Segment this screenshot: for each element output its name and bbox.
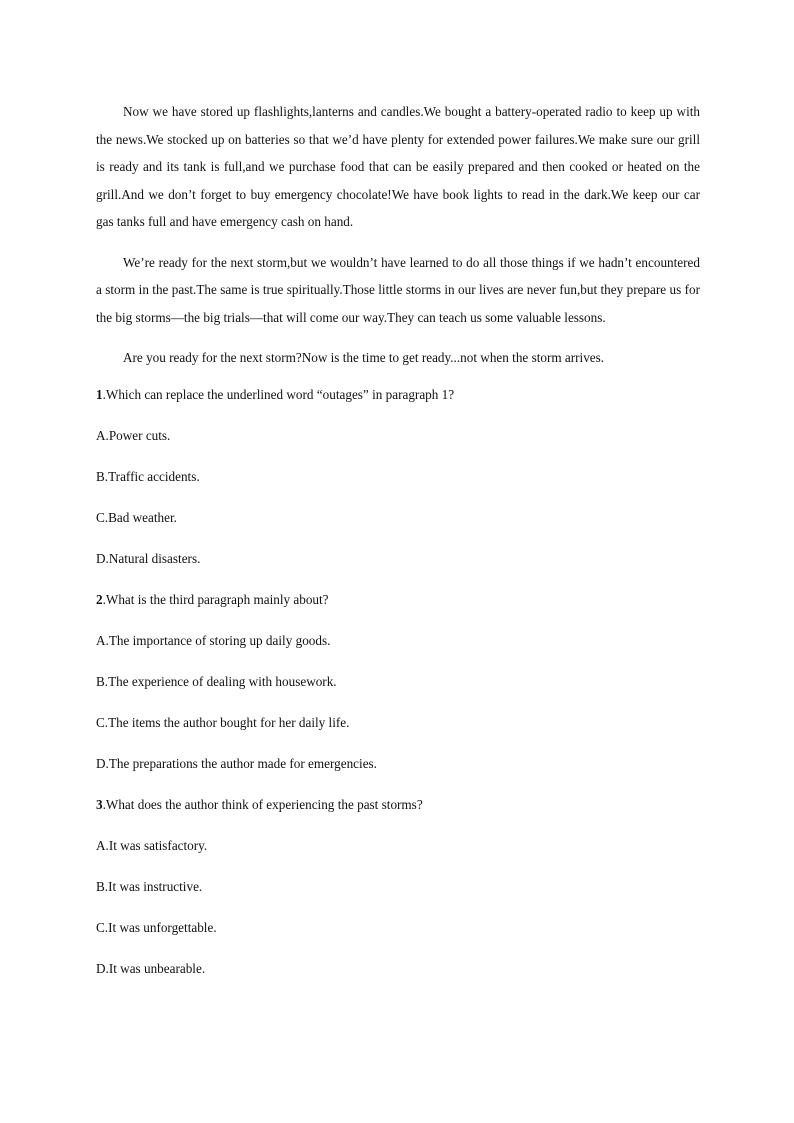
option-c: C.It was unforgettable. xyxy=(96,919,217,935)
question-text: .What is the third paragraph mainly about? xyxy=(102,591,329,607)
option-d: D.The preparations the author made for emergencies. xyxy=(96,755,377,771)
document-page xyxy=(96,98,700,1000)
question-text: .Which can replace the underlined word “outages” in paragraph 1? xyxy=(102,386,455,402)
passage-paragraph-2: We’re ready for the next storm,but we wouldn’t have learned to do all those things if we hadn’t encountered a storm in the past.The same is true spiritually.Those little storms in our lives are never fun,but they prepare us for the big storms—the big trials—that will come our way.They can teach us some valuable lessons. xyxy=(96,254,700,325)
option-a: A.Power cuts. xyxy=(96,427,171,443)
question-stem xyxy=(96,590,700,610)
option-b: B.Traffic accidents. xyxy=(96,468,200,484)
passage-paragraph-1: Now we have stored up flashlights,lanterns and candles.We bought a battery-operated radio to keep up with the news.We stocked up on batteries so that we’d have plenty for extended power failures.We make sure our grill is ready and its tank is full,and we purchase food that can be easily prepared and then cooked or heated on the grill.And we don’t forget to buy emergency chocolate!We have book lights to read in the dark.We keep our car gas tanks full and have emergency cash on hand. xyxy=(96,104,700,229)
option-b: B.The experience of dealing with housework. xyxy=(96,673,337,689)
option-c: C.The items the author bought for her daily life. xyxy=(96,714,350,730)
question-number: 1 xyxy=(96,386,103,402)
option-b: B.It was instructive. xyxy=(96,878,203,894)
question-2 xyxy=(96,590,700,774)
question-1 xyxy=(96,385,700,569)
question-number: 3 xyxy=(96,796,103,812)
question-number: 2 xyxy=(96,591,103,607)
option-a: A.It was satisfactory. xyxy=(96,837,208,853)
question-text: .What does the author think of experiencing the past storms? xyxy=(102,796,423,812)
option-d: D.Natural disasters. xyxy=(96,550,201,566)
question-stem xyxy=(96,795,700,815)
question-3 xyxy=(96,795,700,979)
option-a: A.The importance of storing up daily goods. xyxy=(96,632,331,648)
option-d: D.It was unbearable. xyxy=(96,960,206,976)
option-c: C.Bad weather. xyxy=(96,509,177,525)
passage-paragraph-3: Are you ready for the next storm?Now is the time to get ready...not when the storm arrives. xyxy=(123,350,605,365)
question-stem xyxy=(96,385,700,405)
